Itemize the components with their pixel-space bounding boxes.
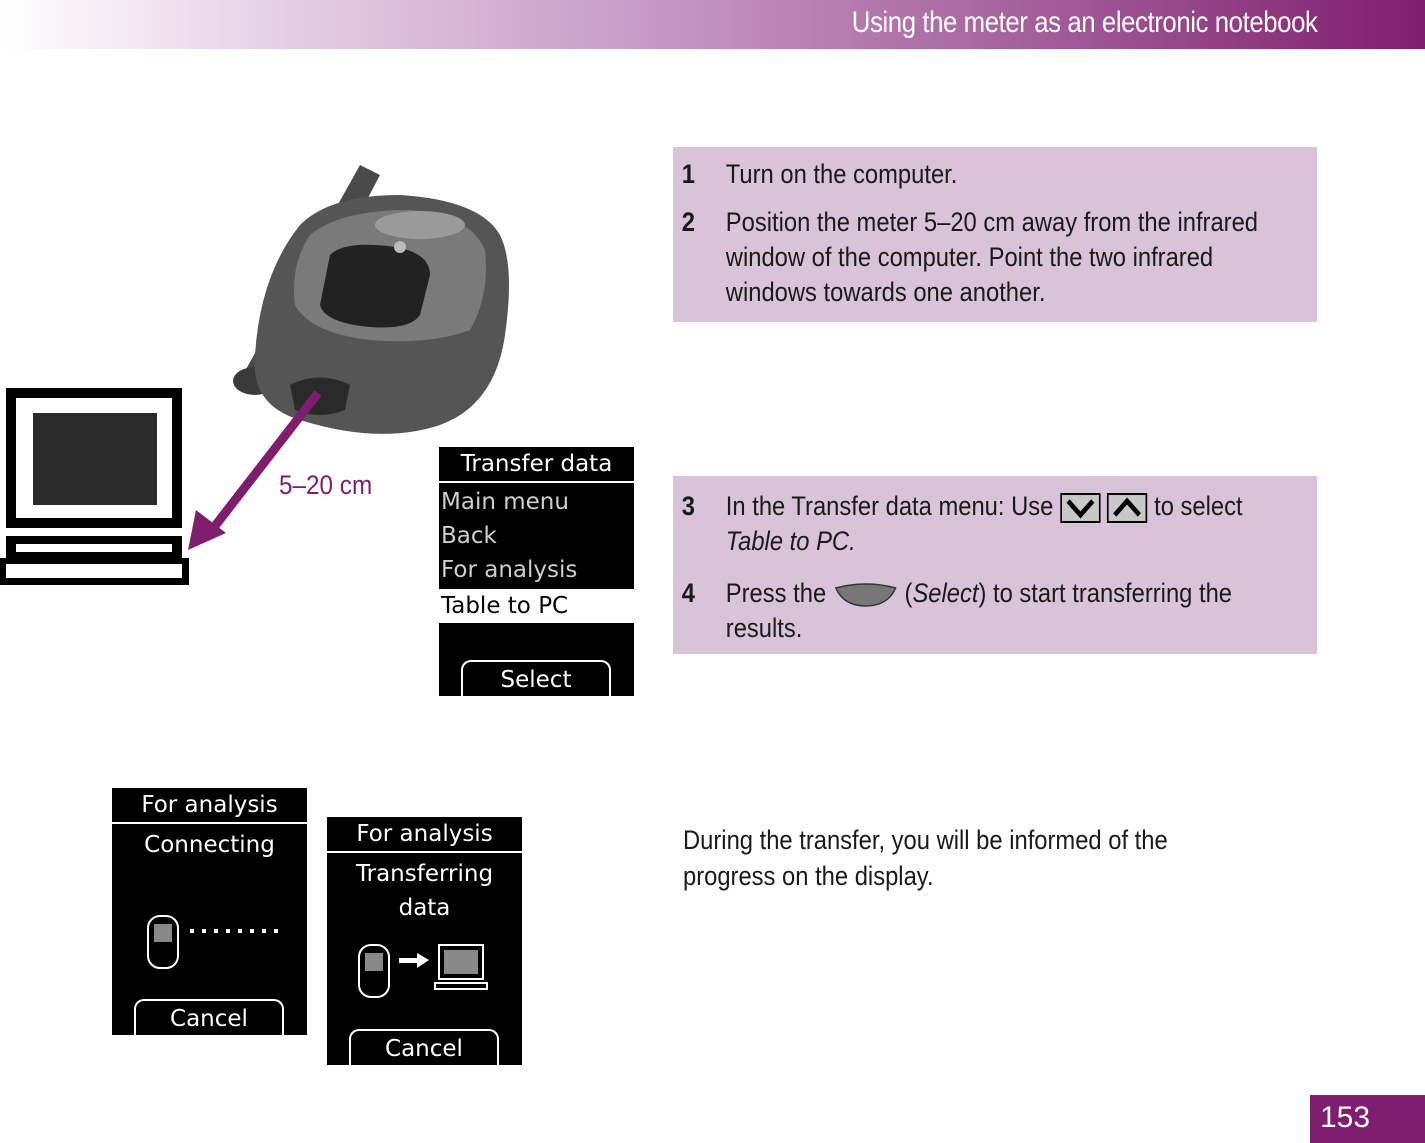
lcd-transfer-data-screen <box>439 447 634 696</box>
page-header-title: Using the meter as an electronic notebook <box>851 6 1317 39</box>
oval-select-button-icon <box>833 582 898 608</box>
lcd-cancel-softkey: Cancel <box>349 1029 499 1065</box>
steps-box-1 <box>673 147 1317 322</box>
lcd-menu-item: Main menu <box>441 489 569 515</box>
meter-connecting-icon <box>144 912 284 972</box>
lcd-message-line: Transferring <box>355 861 494 887</box>
lcd-transferring-screen <box>327 817 522 1065</box>
step-text-line: Position the meter 5–20 cm away from the infrared <box>725 207 1259 237</box>
transfer-note <box>683 822 1229 894</box>
step-text-italic: Select <box>912 578 979 608</box>
lcd-menu-item: For analysis <box>441 557 578 583</box>
step-text-paren: ( <box>904 578 913 608</box>
lcd-message-line: data <box>398 895 451 921</box>
page-number: 153 <box>1320 1101 1371 1134</box>
note-line: During the transfer, you will be informed of the <box>683 825 1168 855</box>
step-text-line: window of the computer. Point the two infrared <box>725 242 1214 272</box>
lcd-select-softkey: Select <box>461 660 611 696</box>
step-text: Press the <box>725 578 827 608</box>
lcd-connecting-screen <box>112 788 307 1035</box>
step-text: In the Transfer data menu: Use <box>725 491 1054 521</box>
lcd-title: Transfer data <box>439 447 634 483</box>
step-number: 2 <box>681 207 696 237</box>
step-number: 1 <box>681 159 696 189</box>
step-number: 3 <box>681 491 696 521</box>
meter-to-pc-icon <box>355 941 495 1001</box>
step-text: ) to start transferring the <box>978 578 1233 608</box>
lcd-menu-item: Back <box>441 523 497 549</box>
step-number: 4 <box>681 578 696 608</box>
computer-icon <box>0 388 189 585</box>
step-text-line: windows towards one another. <box>725 277 1046 307</box>
lcd-selected-item: Table to PC <box>439 589 634 623</box>
step-text: to select <box>1154 491 1243 521</box>
step-text-line: results. <box>725 613 803 643</box>
step-text: Turn on the computer. <box>725 159 958 189</box>
step-text-italic: Table to PC. <box>725 526 856 556</box>
lcd-message: Connecting <box>144 832 275 858</box>
note-line: progress on the display. <box>683 861 934 891</box>
lcd-title: For analysis <box>327 817 522 853</box>
lcd-title: For analysis <box>112 788 307 824</box>
lcd-cancel-softkey: Cancel <box>134 999 284 1035</box>
chevron-up-button-icon <box>1107 493 1147 523</box>
distance-label: 5–20 cm <box>279 470 373 500</box>
steps-box-2 <box>673 476 1317 654</box>
chevron-down-button-icon <box>1060 493 1100 523</box>
page-number-tab <box>1310 1095 1425 1143</box>
